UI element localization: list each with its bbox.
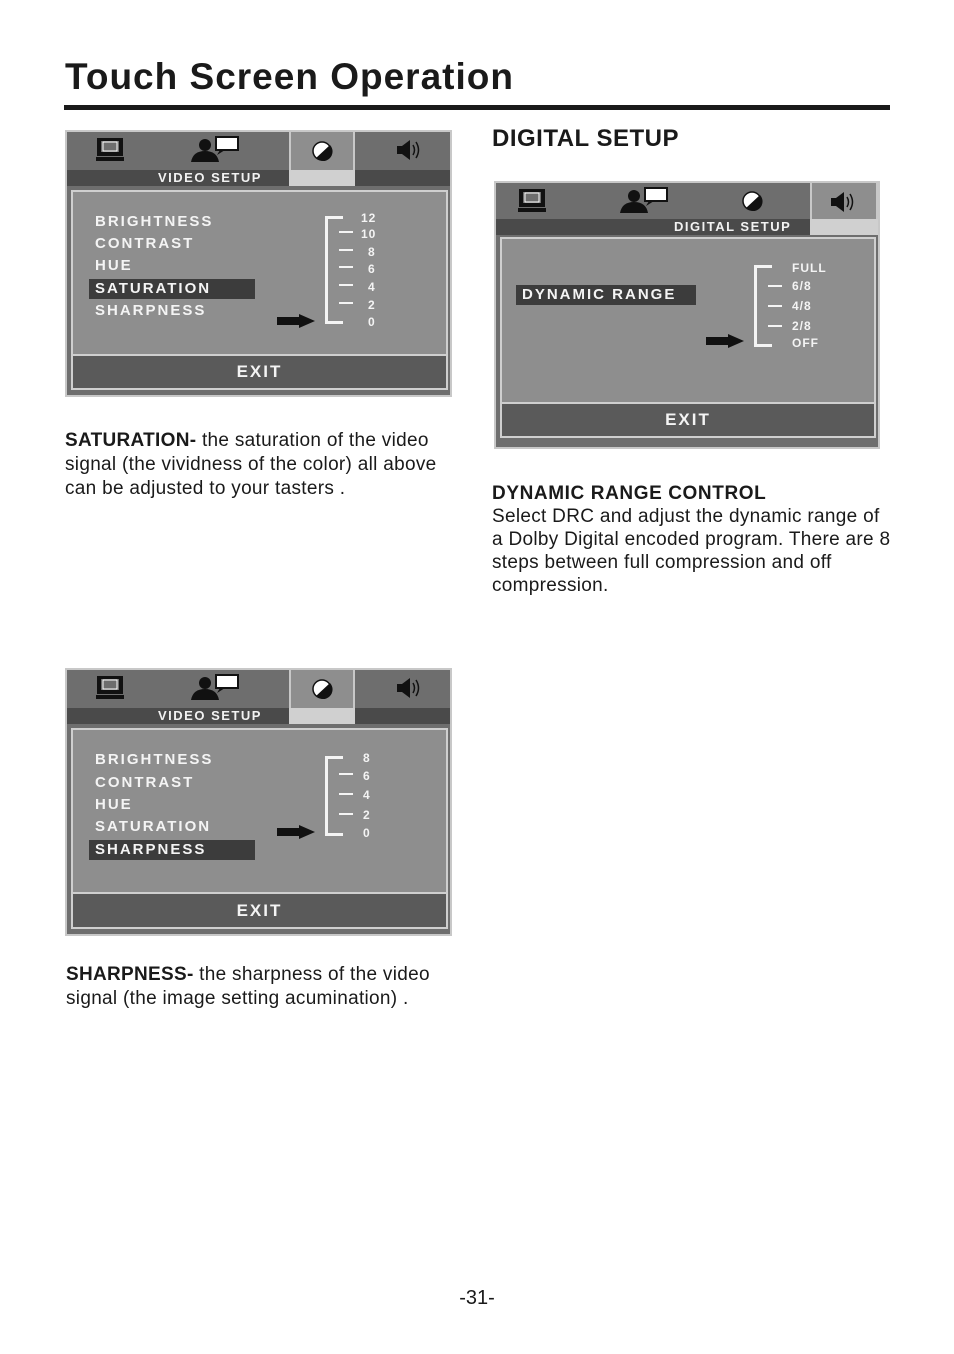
color-contrast-icon xyxy=(741,190,763,212)
osd-tabs xyxy=(65,668,452,708)
osd-saturation-screen xyxy=(65,130,452,397)
user-speech-icon xyxy=(189,136,241,164)
scale-label: 2 xyxy=(363,808,371,822)
osd-settings-panel xyxy=(500,237,876,405)
saturation-term: SATURATION- xyxy=(65,430,197,451)
user-speech-icon xyxy=(189,674,241,702)
menu-item-hue[interactable]: HUE xyxy=(95,257,133,274)
scale-label: OFF xyxy=(792,336,819,350)
tab-general[interactable] xyxy=(170,130,260,170)
scale-label: 8 xyxy=(368,245,376,259)
osd-tabs xyxy=(65,130,452,170)
osd-settings-panel xyxy=(71,728,448,894)
saturation-description xyxy=(65,429,460,501)
osd-sharpness-screen xyxy=(65,668,452,936)
tab-display[interactable] xyxy=(75,130,145,170)
osd-header-label: VIDEO SETUP xyxy=(158,708,262,723)
color-contrast-icon xyxy=(311,678,333,700)
scale-label: 4/8 xyxy=(792,299,812,313)
tab-audio[interactable] xyxy=(810,181,878,221)
menu-item-sharpness[interactable]: SHARPNESS xyxy=(95,302,207,319)
speaker-icon xyxy=(829,191,859,213)
menu-item-contrast[interactable]: CONTRAST xyxy=(95,774,195,791)
speaker-icon xyxy=(395,677,425,699)
tab-display[interactable] xyxy=(504,181,559,221)
sharpness-term: SHARPNESS- xyxy=(66,964,194,985)
scale-label: FULL xyxy=(792,261,827,275)
scale-label: 2 xyxy=(368,298,376,312)
scale-label: 6 xyxy=(368,262,376,276)
scale-label: 4 xyxy=(368,280,376,294)
scale-label: 12 xyxy=(361,211,377,225)
monitor-icon xyxy=(95,137,125,163)
drc-description xyxy=(492,482,892,597)
value-pointer-icon xyxy=(706,334,746,348)
sharpness-description xyxy=(66,963,486,1011)
sharpness-body: the sharpness of the video signal (the image setting acumination) . xyxy=(66,964,430,1009)
page-number: -31- xyxy=(459,1287,495,1309)
value-pointer-icon xyxy=(277,825,317,839)
scale-label: 10 xyxy=(361,227,377,241)
menu-item-saturation[interactable]: SATURATION xyxy=(95,818,212,835)
tab-audio[interactable] xyxy=(365,130,455,170)
tab-general[interactable] xyxy=(170,668,260,708)
scale-label: 0 xyxy=(368,315,376,329)
section-title: DIGITAL SETUP xyxy=(492,125,679,152)
tab-video[interactable] xyxy=(289,130,355,170)
osd-digital-screen xyxy=(494,181,880,449)
color-contrast-icon xyxy=(311,140,333,162)
speaker-icon xyxy=(395,139,425,161)
scale-label: 6 xyxy=(363,769,371,783)
drc-heading: DYNAMIC RANGE CONTROL xyxy=(492,483,767,504)
exit-button[interactable]: EXIT xyxy=(500,402,876,438)
scale-bracket xyxy=(325,756,343,836)
tab-audio[interactable] xyxy=(365,668,455,708)
monitor-icon xyxy=(517,188,547,214)
monitor-icon xyxy=(95,675,125,701)
menu-item-brightness[interactable]: BRIGHTNESS xyxy=(95,751,214,768)
menu-item-brightness[interactable]: BRIGHTNESS xyxy=(95,213,214,230)
osd-tabs xyxy=(494,181,880,221)
tab-display[interactable] xyxy=(75,668,145,708)
scale-label: 4 xyxy=(363,788,371,802)
saturation-body: the saturation of the video signal (the vividness of the color) all above can be adjusted to your tasters . xyxy=(65,430,437,499)
scale-label: 2/8 xyxy=(792,319,812,333)
exit-button[interactable]: EXIT xyxy=(71,354,448,390)
exit-button[interactable]: EXIT xyxy=(71,892,448,929)
osd-header-label: VIDEO SETUP xyxy=(158,170,262,185)
scale-label: 6/8 xyxy=(792,279,812,293)
drc-body: Select DRC and adjust the dynamic range of a Dolby Digital encoded program. There are 8 steps between full compression and off compression. xyxy=(492,506,891,596)
title-rule xyxy=(64,105,890,110)
osd-settings-panel xyxy=(71,190,448,356)
scale-label: 0 xyxy=(363,826,371,840)
tab-general[interactable] xyxy=(599,181,689,221)
tab-video[interactable] xyxy=(289,668,355,708)
tab-video[interactable] xyxy=(719,181,785,221)
user-speech-icon xyxy=(618,187,670,215)
page-title: Touch Screen Operation xyxy=(65,56,514,97)
menu-item-contrast[interactable]: CONTRAST xyxy=(95,235,195,252)
menu-item-saturation[interactable]: SATURATION xyxy=(89,279,255,299)
menu-item-sharpness[interactable]: SHARPNESS xyxy=(89,840,255,860)
value-pointer-icon xyxy=(277,314,317,328)
scale-label: 8 xyxy=(363,751,371,765)
menu-item-hue[interactable]: HUE xyxy=(95,796,133,813)
osd-header-label: DIGITAL SETUP xyxy=(674,219,792,234)
menu-item-dynamic-range[interactable]: DYNAMIC RANGE xyxy=(516,285,696,305)
